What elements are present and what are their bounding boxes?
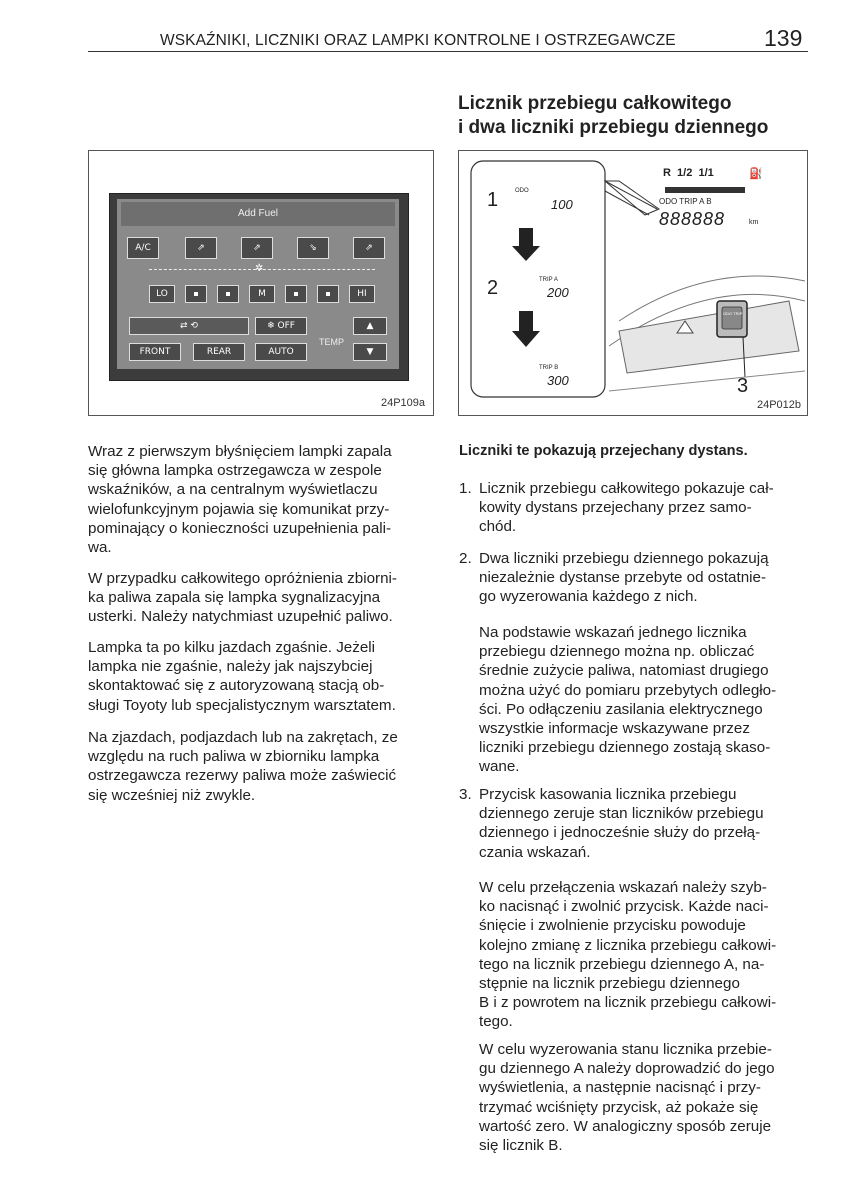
odometer-illustration	[459, 151, 807, 415]
cluster-mode-label: ODO TRIP A B	[659, 197, 712, 206]
text-line: trzymać wciśnięty przycisk, aż pokaże się	[479, 1098, 759, 1116]
list-number: 1.	[459, 480, 472, 497]
list-item-1	[459, 479, 809, 537]
add-fuel-message: Add Fuel	[121, 202, 395, 226]
text-line: stępnie na licznik przebiegu dziennego	[479, 975, 740, 993]
list-item-2	[459, 549, 809, 607]
text-line: śnięcie i zwolnienie przycisku powoduje	[479, 917, 746, 935]
text-line: Na zjazdach, podjazdach lub na zakrętach, ze	[88, 729, 398, 746]
text-line: przebiegu dziennego można np. obliczać	[479, 643, 755, 661]
callout-2: 2	[487, 277, 499, 299]
text-line: kolejno zmianę z licznika przebiegu całkowi-	[479, 936, 777, 954]
left-paragraph-4	[88, 728, 436, 805]
trip-a-value: 200	[547, 285, 569, 300]
text-line: kowity dystans przejechany przez samo-	[479, 499, 752, 517]
text-line: można użyć do pomiaru przebytych odległo-	[479, 681, 777, 699]
temp-label: TEMP	[319, 337, 345, 347]
airflow-feet-icon: ⇘	[297, 237, 329, 259]
text-line: B i z powrotem na licznik przebiegu całkowi-	[479, 994, 777, 1012]
text-line: liczniki przebiegu dziennego zostają skaso-	[479, 739, 771, 757]
fan-m-button: M	[249, 285, 275, 303]
list-item-2-subparagraph	[479, 623, 809, 777]
temp-up-button: ▲	[353, 317, 387, 335]
text-line: czania wskazań.	[479, 843, 591, 861]
front-defrost-button: FRONT	[129, 343, 181, 361]
trip-b-label: TRIP B	[539, 365, 559, 371]
page-number: 139	[764, 25, 803, 51]
text-line: usterki. Należy natychmiast uzupełnić paliwo.	[88, 608, 393, 626]
auto-button: AUTO	[255, 343, 307, 361]
text-line: lampka nie zgaśnie, należy jak najszybciej	[88, 658, 373, 676]
list-item-3-subparagraph-2	[479, 1040, 809, 1155]
text-line: Licznik przebiegu całkowitego pokazuje cał-	[479, 480, 774, 497]
text-line: pominający o konieczności uzupełnienia pali-	[88, 519, 392, 537]
cluster-indicator-row: R 1/2 1/1	[663, 167, 714, 179]
text-line: ko nacisnąć i zwolnić przycisk. Każde naci-	[479, 898, 769, 916]
fuel-pump-icon: ⛽	[749, 168, 763, 180]
text-line: chód.	[479, 518, 517, 536]
text-line: dziennego i jednocześnie służy do przełą-	[479, 824, 761, 842]
section-title-line-1: Licznik przebiegu całkowitego	[458, 93, 732, 114]
text-line: skontaktować się z autoryzowaną stacją ob-	[88, 677, 385, 695]
right-column-heading: Liczniki te pokazują przejechany dystans.	[459, 443, 748, 459]
callout-1: 1	[487, 189, 499, 211]
fan-level-2	[217, 285, 239, 303]
list-number: 2.	[459, 550, 472, 567]
text-line: średnie zużycie paliwa, natomiast drugiego	[479, 662, 769, 680]
left-paragraph-2	[88, 569, 436, 627]
text-line: Wraz z pierwszym błyśnięciem lampki zapala	[88, 443, 392, 460]
fan-level-1	[185, 285, 207, 303]
ac-off-button: ❄ OFF	[255, 317, 307, 335]
text-line: Dwa liczniki przebiegu dziennego pokazują	[479, 550, 769, 567]
text-line: wartość zero. W analogiczny sposób zeruje	[479, 1117, 772, 1135]
section-title-line-2: i dwa liczniki przebiegu dziennego	[458, 117, 769, 138]
rear-defrost-button: REAR	[193, 343, 245, 361]
left-paragraph-3	[88, 638, 436, 715]
running-header: WSKAŹNIKI, LICZNIKI ORAZ LAMPKI KONTROLNE I OSTRZEGAWCZE	[160, 32, 676, 49]
text-line: wielofunkcyjnym pojawia się komunikat przy-	[88, 500, 390, 518]
text-line: Przycisk kasowania licznika przebiegu	[479, 786, 737, 803]
section-title	[458, 92, 818, 140]
fan-icon: ✲	[255, 263, 264, 274]
text-line: ka paliwa zapala się lampka sygnalizacyjna	[88, 589, 381, 607]
odo-trip-button: ODO TRIP	[723, 311, 743, 316]
text-line: W przypadku całkowitego opróżnienia zbiorni-	[88, 570, 397, 587]
text-line: wskaźników, a na centralnym wyświetlaczu	[88, 481, 378, 499]
text-line: Na podstawie wskazań jednego licznika	[479, 624, 747, 641]
cluster-digits: 888888	[659, 209, 726, 229]
text-line: wa.	[88, 539, 112, 557]
fan-level-3	[285, 285, 307, 303]
text-line: tego na licznik przebiegu dziennego A, na-	[479, 955, 765, 973]
text-line: się wcześniej niż zwykle.	[88, 786, 256, 804]
text-line: ostrzegawcza rezerwy paliwa może zaświecić	[88, 767, 397, 785]
odo-value: 100	[551, 197, 573, 212]
list-text	[479, 785, 809, 862]
list-item-3	[459, 785, 809, 863]
list-item-3-subparagraph-1	[479, 878, 809, 1032]
text-line: tego.	[479, 1013, 513, 1031]
airflow-bilevel-icon: ⇗	[241, 237, 273, 259]
text-line: wszystkie informacje wskazywane przez	[479, 720, 750, 738]
text-line: się główna lampka ostrzegawcza w zespole	[88, 462, 382, 480]
text-line: Lampka ta po kilku jazdach zgaśnie. Jeżeli	[88, 639, 376, 656]
callout-3: 3	[737, 375, 749, 397]
fan-lo-button: LO	[149, 285, 175, 303]
text-line: W celu wyzerowania stanu licznika przebie-	[479, 1041, 772, 1058]
figure-code-right: 24P012b	[756, 399, 801, 411]
trip-a-label: TRIP A	[539, 277, 558, 283]
fan-hi-button: HI	[349, 285, 375, 303]
text-line: sługi Toyoty lub specjalistycznym warsztatem.	[88, 696, 396, 714]
odo-mode-label: ODO	[515, 188, 529, 194]
ac-button: A/C	[127, 237, 159, 259]
figure-climate-display	[88, 150, 434, 416]
list-text	[479, 479, 809, 537]
airflow-defrost-icon: ⇗	[353, 237, 385, 259]
cluster-unit: km	[749, 219, 759, 226]
text-line: się licznik B.	[479, 1137, 563, 1155]
list-number: 3.	[459, 786, 472, 803]
text-line: wane.	[479, 758, 520, 776]
text-line: go wyzerowania każdego z nich.	[479, 588, 698, 606]
fan-level-4	[317, 285, 339, 303]
left-paragraph-1	[88, 442, 436, 557]
header-rule	[88, 51, 808, 52]
text-line: względu na ruch paliwa w zbiorniku lampka	[88, 748, 380, 766]
figure-code-left: 24P109a	[380, 397, 425, 409]
trip-b-value: 300	[547, 373, 569, 388]
list-text	[479, 549, 809, 607]
text-line: wyświetlenia, a następnie nacisnąć i przy-	[479, 1079, 761, 1097]
temp-down-button: ▼	[353, 343, 387, 361]
text-line: ści. Po odłączeniu zasilania elektrycznego	[479, 700, 763, 718]
text-line: niezależnie dystanse przebyte od ostatnie-	[479, 569, 767, 587]
text-line: W celu przełączenia wskazań należy szyb-	[479, 879, 767, 896]
text-line: gu dziennego A należy doprowadzić do jego	[479, 1060, 775, 1078]
text-line: dziennego zeruje stan liczników przebiegu	[479, 805, 764, 823]
airflow-face-icon: ⇗	[185, 237, 217, 259]
figure-odometer	[458, 150, 808, 416]
recirculation-toggle: ⇄ ⟲	[129, 317, 249, 335]
